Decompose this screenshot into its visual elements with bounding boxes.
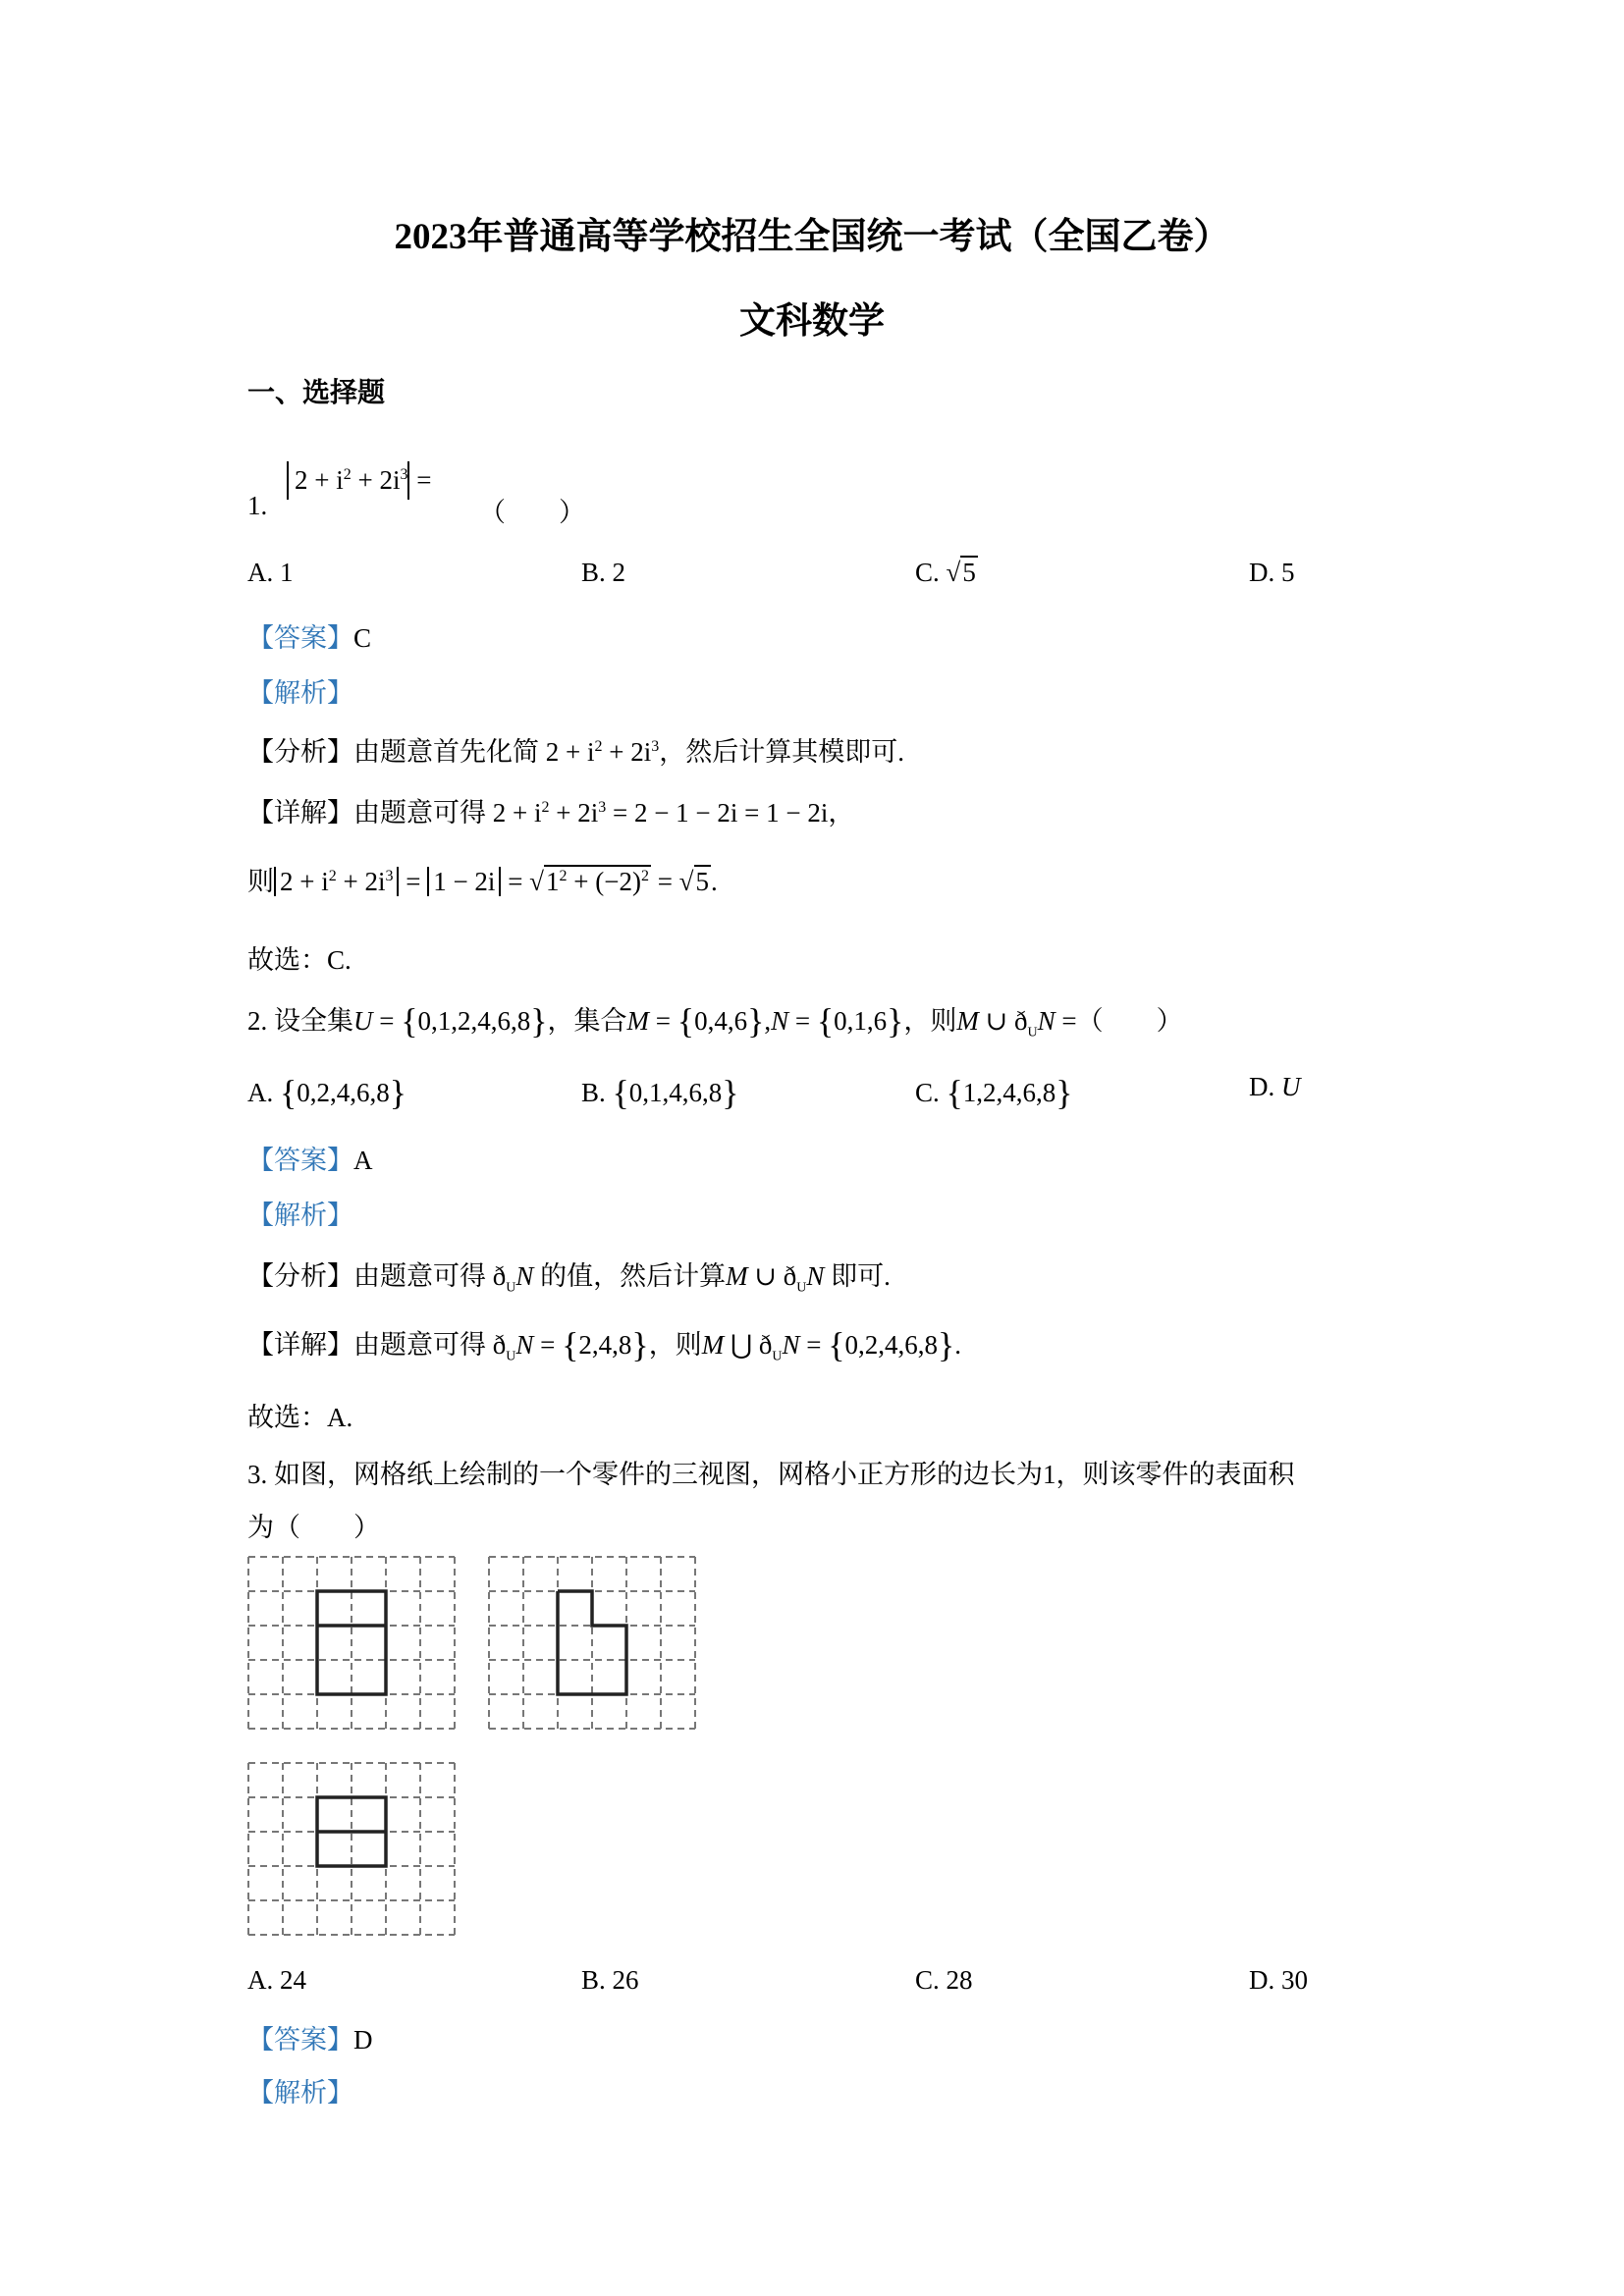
front-view-figure: [247, 1556, 456, 1731]
q3-stem-line2: 为（ ）: [247, 1513, 380, 1542]
q3-number: 3.: [247, 1460, 268, 1489]
q2-analysis: 【分析】由题意可得 $ð_UN$ 的值，然后计算M ∪ $ð_UN$ 即可.: [247, 1261, 891, 1296]
analysis-tag: 【分析】: [247, 737, 353, 767]
q2-detail-text-2: ，则: [648, 1330, 702, 1360]
q1-option-c-label: C.: [915, 558, 947, 587]
q1-then-prefix: 则: [247, 867, 274, 896]
detail-tag: 【详解】: [247, 1330, 353, 1360]
q1-option-b: B. 2: [581, 558, 626, 587]
q1-detail-expr: $2 + i^2 + 2i^3 = 2 - 1 - 2i = 1 - 2i$: [486, 798, 829, 828]
q1-option-d: D. 5: [1249, 558, 1295, 587]
q2-option-b: B. {0,1,4,6,8}: [581, 1073, 739, 1112]
q1-then: [247, 860, 718, 898]
q1-then-expr: $2 + i^2 + 2i^3 = 1 - 2i = √1^2 + (-2)^2 = √5$: [274, 867, 711, 896]
q1-number: 1.: [247, 491, 268, 520]
q3-option-d: D. 30: [1249, 1965, 1308, 1995]
q1-answer-value: C: [353, 623, 372, 653]
answer-tag: 【答案】: [247, 2025, 353, 2055]
q2-analysis-text: 由题意可得: [353, 1261, 486, 1291]
sqrt-icon: √5: [946, 558, 976, 587]
q2-analysis-text-3: 即可.: [831, 1261, 891, 1291]
q1-analysis-expr: $2 + i^2 + 2i^3$: [539, 737, 660, 767]
q2-detail: 【详解】由题意可得 $ð_UN = \{2,4,8\}$，则M ⋃ $ð_UN = \{0,2,4,6,8\}$.: [247, 1325, 962, 1364]
q2-stem: 2. 设全集U = {0,1,2,4,6,8}，集合M = {0,4,6},N = {0,1,6}，则M ∪ $ð_UN$ =（ ）: [247, 1001, 1183, 1041]
q1-option-a: A. 1: [247, 558, 294, 587]
q2-conclusion: 故选：A.: [247, 1403, 353, 1432]
detail-tag: 【详解】: [247, 798, 353, 828]
q1-analysis: [247, 730, 904, 769]
q1-analysis-text: 由题意首先化简: [353, 737, 539, 767]
q1-answer: [247, 616, 371, 655]
q2-stem-text-2: ，集合: [547, 1006, 627, 1036]
q2-analysis-text-2: 的值，然后计算: [540, 1261, 727, 1291]
q2-option-c: C. {1,2,4,6,8}: [915, 1073, 1073, 1112]
q3-answer: [247, 2018, 373, 2056]
q1-detail-text: 由题意可得: [353, 798, 486, 828]
side-view-figure: [488, 1556, 696, 1731]
q1-stem-expr: $2 + i^2 + 2i^3$ =: [287, 461, 431, 500]
q3-explain-tag: 【解析】: [247, 2078, 353, 2108]
q1-analysis-text-2: ，然后计算其模即可.: [659, 737, 904, 767]
q3-option-b: B. 26: [581, 1965, 639, 1995]
q3-stem-text: 如图，网格纸上绘制的一个零件的三视图，网格小正方形的边长为1，则该零件的表面积: [274, 1460, 1295, 1489]
q2-explain-tag: 【解析】: [247, 1201, 353, 1230]
q2-detail-end: .: [954, 1330, 962, 1360]
q2-number: 2.: [247, 1006, 268, 1036]
q3-answer-value: D: [353, 2025, 373, 2055]
q2-stem-text-3: ，则: [903, 1006, 957, 1036]
q3-option-a: A. 24: [247, 1965, 306, 1995]
q3-stem-line1: [247, 1453, 1295, 1491]
q2-detail-text: 由题意可得: [353, 1330, 486, 1360]
exam-subtitle: 文科数学: [739, 301, 885, 342]
section-title: 一、选择题: [247, 378, 386, 408]
answer-tag: 【答案】: [247, 1146, 353, 1175]
q2-blank: （ ）: [1076, 1006, 1183, 1036]
q1-blank: （ ）: [479, 498, 585, 527]
analysis-tag: 【分析】: [247, 1261, 353, 1291]
q3-option-c: C. 28: [915, 1965, 973, 1995]
q2-answer: [247, 1139, 373, 1177]
q1-option-c: [915, 558, 978, 588]
q2-stem-text: 设全集: [274, 1006, 353, 1036]
answer-tag: 【答案】: [247, 623, 353, 653]
q1-detail: [247, 791, 854, 829]
q1-explain-tag: 【解析】: [247, 678, 353, 708]
q1-then-end: .: [711, 867, 718, 896]
q2-option-d: D. U: [1249, 1072, 1301, 1101]
top-view-figure: [247, 1762, 456, 1937]
q2-answer-value: A: [353, 1146, 373, 1175]
q1-detail-end: ，: [828, 798, 855, 828]
exam-title: 2023年普通高等学校招生全国统一考试（全国乙卷）: [394, 217, 1230, 257]
q2-option-a: A. {0,2,4,6,8}: [247, 1073, 407, 1112]
q1-conclusion: 故选：C.: [247, 945, 352, 975]
